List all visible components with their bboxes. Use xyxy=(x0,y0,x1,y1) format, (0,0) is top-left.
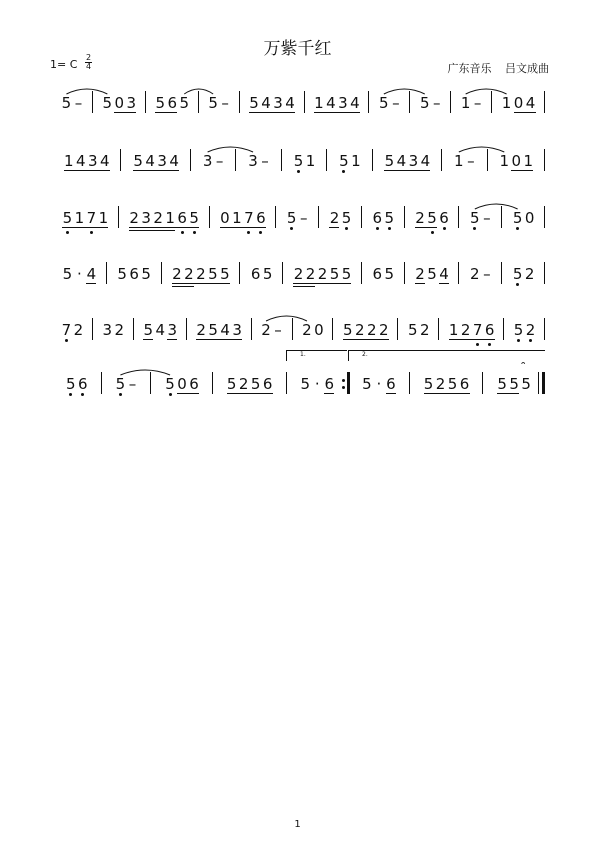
note: 6 xyxy=(372,209,383,227)
note: 3 xyxy=(87,152,98,170)
note: 4 xyxy=(439,265,449,283)
note: 0 xyxy=(513,94,524,112)
dot: · xyxy=(76,265,82,283)
note: 2 xyxy=(355,321,365,339)
tie-layer xyxy=(52,88,545,118)
note: 1 xyxy=(499,152,510,170)
score-row xyxy=(52,88,545,118)
note: 5 xyxy=(155,94,165,112)
note: 1 xyxy=(63,152,74,170)
note: 4 xyxy=(525,94,536,112)
note: 5 xyxy=(250,375,261,393)
note: 2 xyxy=(379,321,389,339)
tie-curve xyxy=(208,147,253,152)
tie-curve xyxy=(475,204,518,209)
note: 2 xyxy=(302,321,312,339)
note: 3 xyxy=(126,94,137,112)
note: 2 xyxy=(460,321,471,339)
first-ending-label: 1. xyxy=(300,351,306,358)
note: 6 xyxy=(189,375,199,393)
note: 6 xyxy=(250,265,261,283)
note: 1 xyxy=(523,152,534,170)
note: 5 xyxy=(512,209,523,227)
note: 0 xyxy=(177,375,187,393)
note: 1 xyxy=(305,152,316,170)
note: 3 xyxy=(408,152,419,170)
song-title: 万紫千红 xyxy=(263,39,332,59)
note: 5 xyxy=(341,209,352,227)
note: 2 xyxy=(73,321,84,339)
note: 4 xyxy=(75,152,86,170)
note: 2 xyxy=(172,265,182,283)
note: 5 xyxy=(262,265,273,283)
tie-curve xyxy=(384,89,425,94)
note: 2 xyxy=(415,209,425,227)
note: 6 xyxy=(439,209,449,227)
tie-layer xyxy=(52,315,545,345)
dash: – xyxy=(261,152,269,170)
note: 2 xyxy=(238,375,249,393)
note: 5 xyxy=(513,321,524,339)
note: 5 xyxy=(300,375,311,393)
note: 5 xyxy=(497,375,507,393)
score-row xyxy=(52,203,545,233)
tie-curve xyxy=(184,89,213,94)
note: 2 xyxy=(153,209,163,227)
note: 5 xyxy=(208,321,218,339)
note: 2 xyxy=(293,265,304,283)
page-number: 1 xyxy=(294,819,301,830)
dash: – xyxy=(392,94,400,112)
dot: · xyxy=(314,375,320,393)
note: 3 xyxy=(167,321,177,339)
tie-curve xyxy=(459,147,504,152)
note: 4 xyxy=(396,152,407,170)
dash: – xyxy=(299,209,308,227)
note: 2 xyxy=(329,209,340,227)
note: 5 xyxy=(286,209,297,227)
note: 2 xyxy=(196,321,206,339)
note: 2 xyxy=(305,265,316,283)
note: 4 xyxy=(99,152,110,170)
score-row xyxy=(52,259,545,289)
note: 4 xyxy=(261,94,271,112)
note: 5 xyxy=(329,265,340,283)
note: 5 xyxy=(512,265,523,283)
note: 2 xyxy=(524,265,535,283)
second-ending-bracket xyxy=(348,350,545,361)
note: 2 xyxy=(184,265,194,283)
dash: – xyxy=(128,375,137,393)
note: 3 xyxy=(338,94,348,112)
note: 5 xyxy=(208,265,218,283)
note: 5 xyxy=(470,209,480,227)
note: 5 xyxy=(341,265,352,283)
note: 5 xyxy=(423,375,434,393)
note: 2 xyxy=(317,265,328,283)
note: 3 xyxy=(141,209,151,227)
note: 4 xyxy=(350,94,360,112)
tie-layer xyxy=(52,369,545,399)
note: 5 xyxy=(293,152,304,170)
note: 1 xyxy=(351,152,361,170)
note: 7 xyxy=(86,209,97,227)
note: 6 xyxy=(386,375,396,393)
note: 1 xyxy=(460,94,471,112)
tie-layer xyxy=(52,203,545,233)
note: 5 xyxy=(143,321,153,339)
note: 5 xyxy=(362,375,372,393)
note: 7 xyxy=(244,209,254,227)
note: 2 xyxy=(196,265,206,283)
note: 7 xyxy=(472,321,483,339)
note: 2 xyxy=(415,265,425,283)
note: 5 xyxy=(141,265,151,283)
dash: – xyxy=(473,94,482,112)
composer-credit: 广东音乐 吕文成曲 xyxy=(447,62,549,75)
note: 5 xyxy=(226,375,237,393)
note: 5 xyxy=(165,375,175,393)
note: 0 xyxy=(314,321,324,339)
note: 6 xyxy=(372,265,383,283)
note: 5 xyxy=(407,321,418,339)
note: 6 xyxy=(459,375,470,393)
note: 6 xyxy=(167,94,177,112)
note: 1 xyxy=(74,209,85,227)
note: 4 xyxy=(220,321,230,339)
note: 4 xyxy=(155,321,165,339)
note: 5 xyxy=(62,209,73,227)
tie-curve xyxy=(66,89,107,94)
tie-layer xyxy=(52,146,545,176)
note: 2 xyxy=(261,321,271,339)
note: 6 xyxy=(129,265,139,283)
note: 2 xyxy=(525,321,536,339)
note: 5 xyxy=(66,375,76,393)
tie-curve xyxy=(466,89,507,94)
note: 6 xyxy=(262,375,273,393)
note: 5 xyxy=(133,152,143,170)
note: 3 xyxy=(202,152,213,170)
tie-curve xyxy=(120,370,170,375)
note: 1 xyxy=(314,94,324,112)
dash: – xyxy=(467,152,475,170)
note: 4 xyxy=(285,94,295,112)
time-signature xyxy=(85,54,92,71)
note: 1 xyxy=(454,152,464,170)
note: 5 xyxy=(61,94,72,112)
note: 5 xyxy=(62,265,73,283)
note: 5 xyxy=(179,94,189,112)
note: 2 xyxy=(419,321,430,339)
note: 4 xyxy=(169,152,179,170)
tie-curve xyxy=(266,316,307,321)
first-ending-bracket xyxy=(286,350,347,361)
time-signature-bottom: 4 xyxy=(85,62,92,71)
note: 5 xyxy=(102,94,113,112)
score-row xyxy=(52,315,545,345)
note: 6 xyxy=(177,209,187,227)
note: 3 xyxy=(157,152,167,170)
note: 5 xyxy=(447,375,458,393)
note: 7 xyxy=(61,321,72,339)
score-row xyxy=(52,146,545,176)
note: 5 xyxy=(379,94,389,112)
dash: – xyxy=(483,265,491,283)
note: 0 xyxy=(220,209,230,227)
note: 6 xyxy=(78,375,88,393)
dash: – xyxy=(74,94,83,112)
note: 6 xyxy=(324,375,335,393)
second-ending-label: 2. xyxy=(362,351,368,358)
note: 5 xyxy=(115,375,126,393)
note: 4 xyxy=(145,152,155,170)
note: 2 xyxy=(367,321,377,339)
note: 5 xyxy=(220,265,230,283)
tie-layer xyxy=(52,259,545,289)
note: 3 xyxy=(248,152,258,170)
note: 1 xyxy=(98,209,109,227)
note: 5 xyxy=(384,265,395,283)
note: 0 xyxy=(524,209,535,227)
note: 5 xyxy=(427,209,437,227)
note: 2 xyxy=(129,209,139,227)
note: 5 xyxy=(189,209,199,227)
note: 5 xyxy=(343,321,353,339)
note: 4 xyxy=(86,265,97,283)
score-row xyxy=(52,369,545,399)
note: 2 xyxy=(114,321,125,339)
note: 5 xyxy=(384,152,395,170)
note: 6 xyxy=(484,321,495,339)
dot: · xyxy=(376,375,382,393)
note: 1 xyxy=(232,209,242,227)
note: 5 xyxy=(117,265,127,283)
note: 3 xyxy=(273,94,283,112)
time-signature-top: 2 xyxy=(85,53,92,62)
dash: – xyxy=(274,321,282,339)
note: 5 xyxy=(208,94,218,112)
note: 5 xyxy=(509,375,519,393)
dash: – xyxy=(221,94,229,112)
note: 6 xyxy=(256,209,266,227)
dash: – xyxy=(483,209,491,227)
dash: – xyxy=(215,152,224,170)
note: 4 xyxy=(420,152,431,170)
note: 3 xyxy=(102,321,113,339)
note: 1 xyxy=(165,209,175,227)
note: 1 xyxy=(448,321,459,339)
note: 2 xyxy=(435,375,446,393)
note: 5 xyxy=(339,152,349,170)
note: 0 xyxy=(114,94,125,112)
note: 2 xyxy=(470,265,480,283)
note: 5 xyxy=(384,209,395,227)
note: 3 xyxy=(232,321,242,339)
note: 5 xyxy=(427,265,437,283)
note: 5 xyxy=(521,375,531,393)
note: 5 xyxy=(419,94,430,112)
dash: – xyxy=(432,94,441,112)
note: 0 xyxy=(511,152,522,170)
key-signature: 1= C xyxy=(50,58,78,71)
note: 1 xyxy=(501,94,512,112)
note: 4 xyxy=(326,94,336,112)
note: 5 xyxy=(249,94,259,112)
